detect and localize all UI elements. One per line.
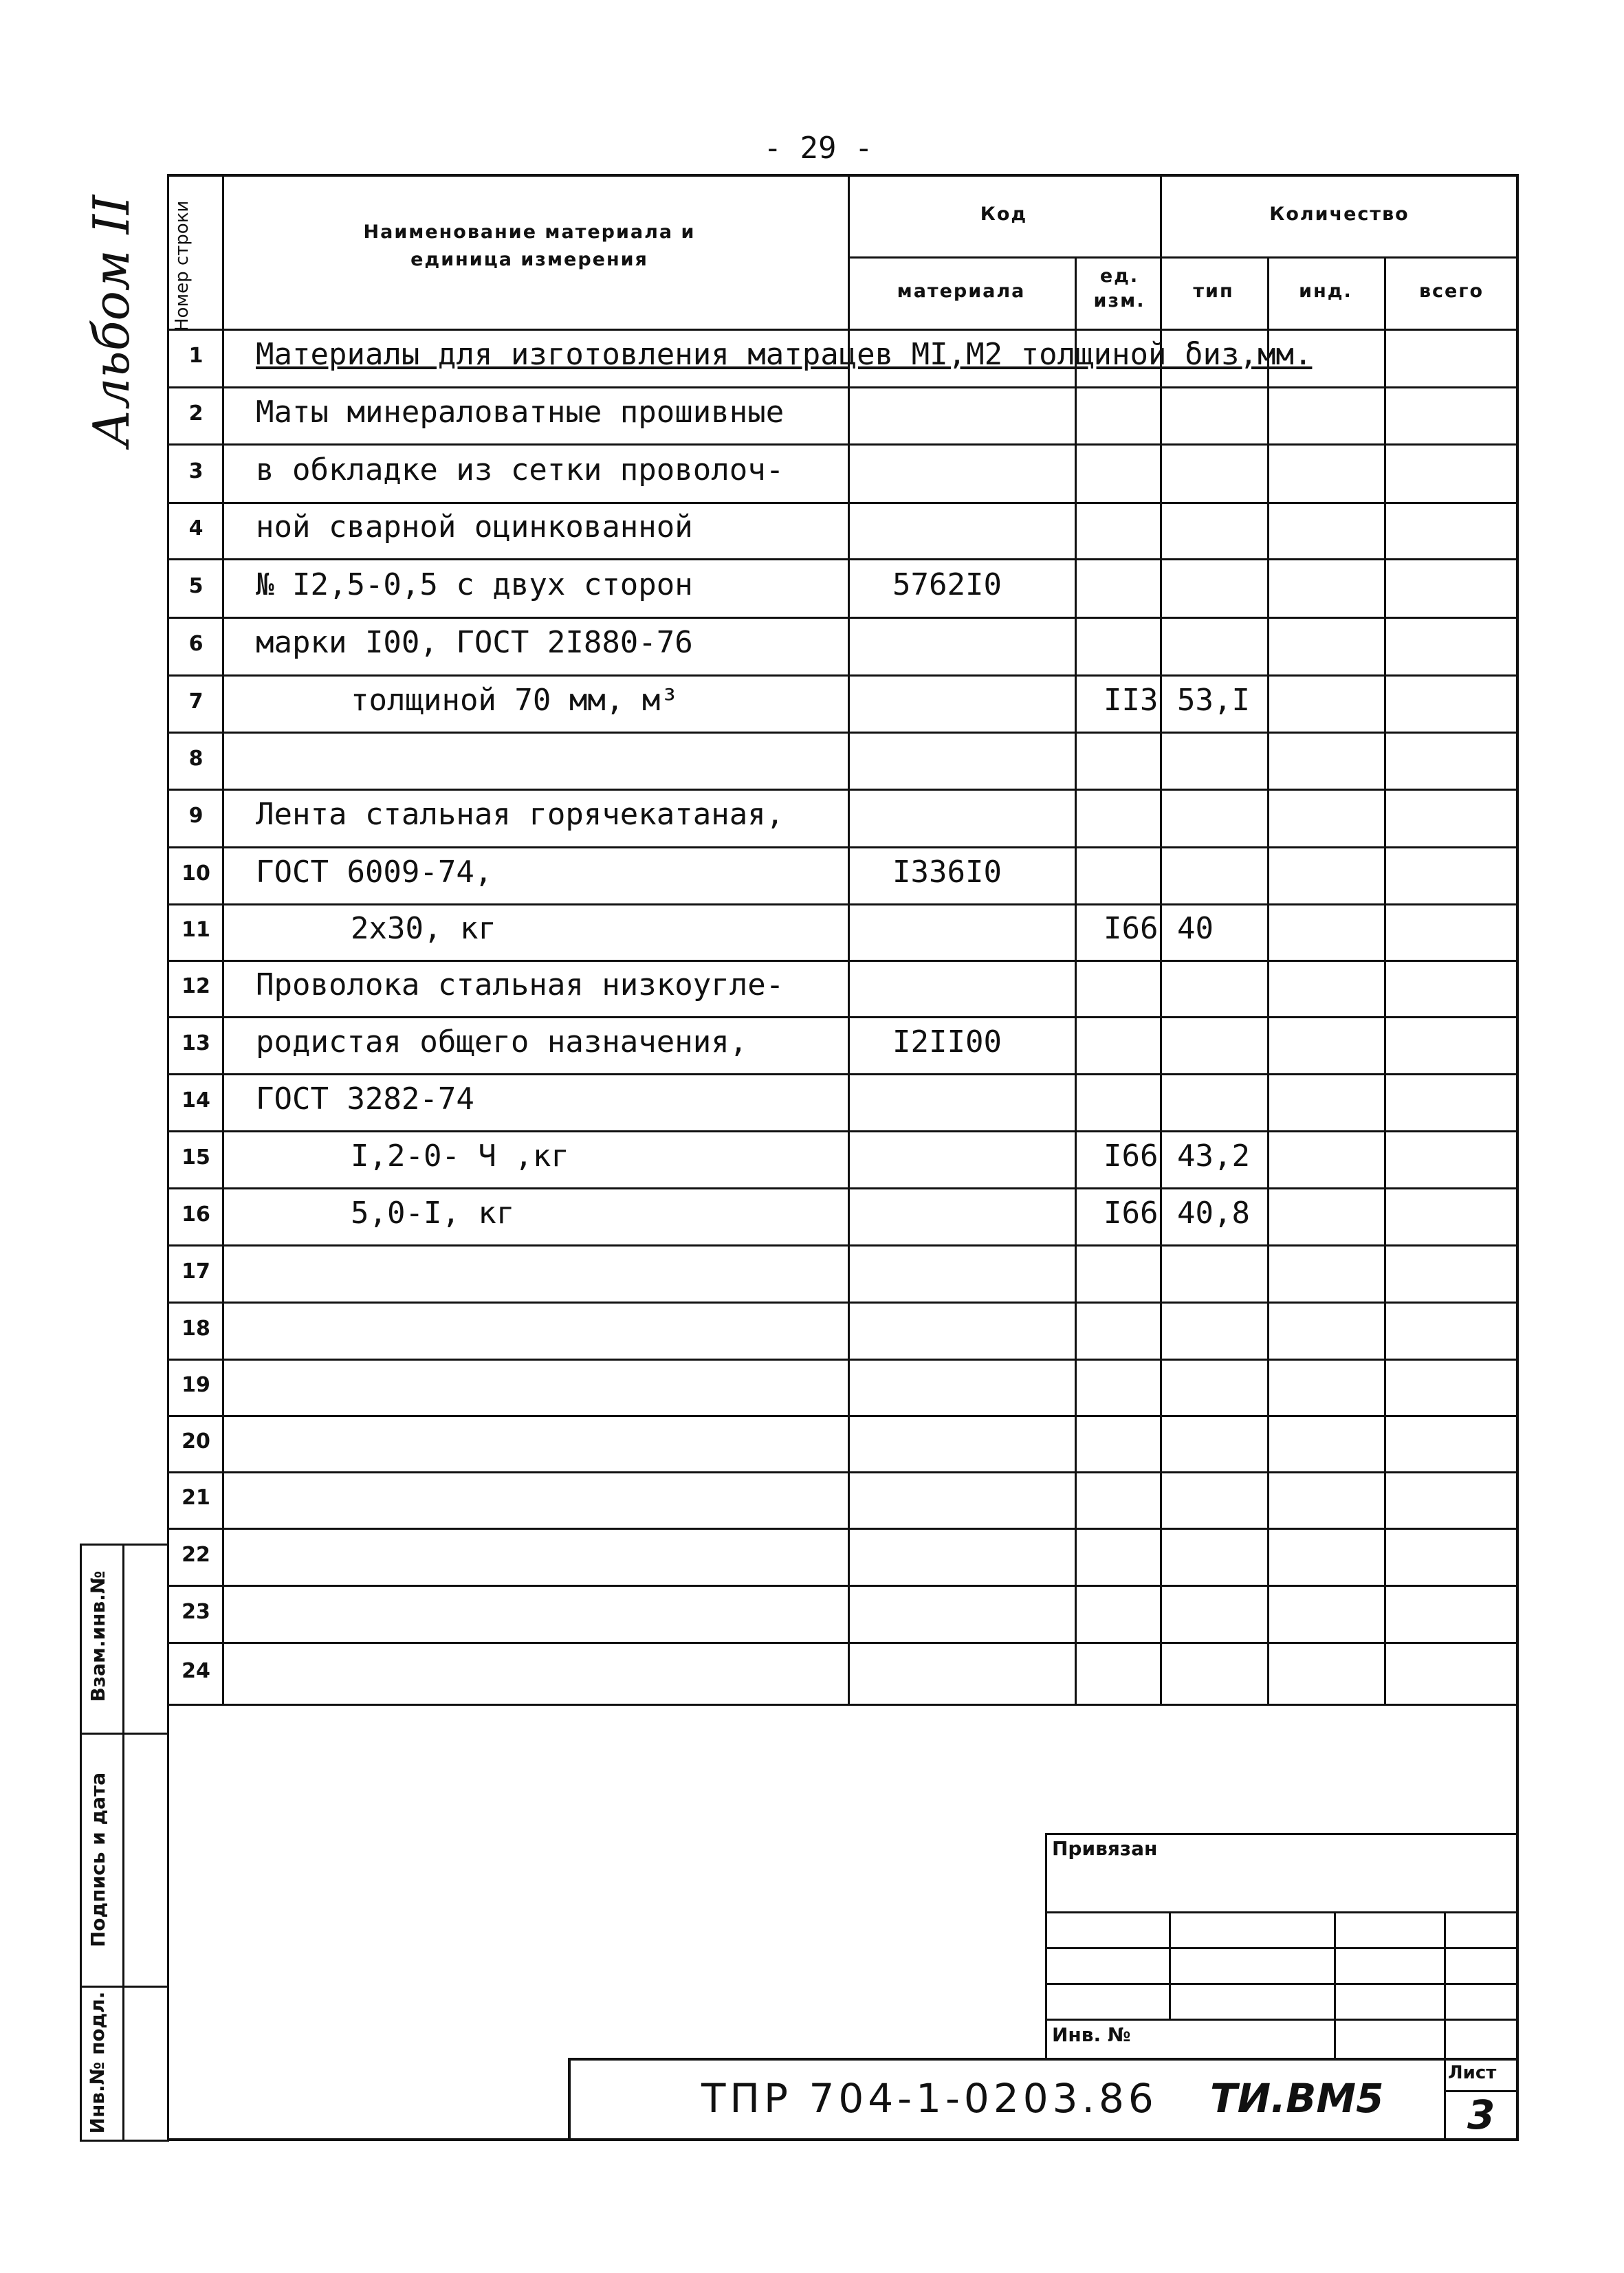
row-unit-code: II3 bbox=[1104, 682, 1159, 718]
row-divider bbox=[167, 1471, 1519, 1473]
header-unit: ед. изм. bbox=[1093, 265, 1145, 311]
grid-line bbox=[1045, 2019, 1519, 2021]
row-number: 18 bbox=[182, 1316, 210, 1341]
row-unit-code: I66 bbox=[1104, 911, 1159, 946]
row-number: 1 bbox=[188, 344, 204, 368]
row-number: 9 bbox=[188, 804, 204, 828]
row-quantity-type: 53,I bbox=[1177, 682, 1250, 718]
inv-no-label: Инв. № bbox=[1052, 2023, 1131, 2046]
row-name: ной сварной оцинкованной bbox=[256, 509, 693, 545]
row-name: 2х30, кг bbox=[351, 911, 496, 946]
grid-line bbox=[1444, 1911, 1446, 2060]
row-divider bbox=[167, 1244, 1519, 1247]
row-divider bbox=[167, 960, 1519, 962]
grid-line bbox=[1045, 1983, 1519, 1985]
row-divider bbox=[167, 732, 1519, 734]
row-number: 12 bbox=[182, 974, 210, 998]
row-name: Лента стальная горячекатаная, bbox=[256, 797, 784, 832]
row-name: Проволока стальная низкоугле- bbox=[256, 967, 784, 1002]
row-number: 8 bbox=[188, 746, 204, 771]
row-name: ГОСТ 3282-74 bbox=[256, 1081, 474, 1117]
row-divider bbox=[167, 1359, 1519, 1361]
row-divider bbox=[167, 1585, 1519, 1587]
row-unit-code: I66 bbox=[1104, 1195, 1159, 1231]
stamp-divider bbox=[80, 1733, 169, 1735]
row-number: 16 bbox=[182, 1202, 210, 1227]
row-divider bbox=[167, 1073, 1519, 1075]
row-name: I,2-0- Ч ,кг bbox=[351, 1138, 569, 1174]
row-name: Маты минераловатные прошивные bbox=[256, 394, 784, 430]
row-quantity-type: 43,2 bbox=[1177, 1138, 1250, 1174]
row-number: 15 bbox=[182, 1145, 210, 1170]
row-material-code: I336I0 bbox=[892, 854, 1002, 890]
row-number: 7 bbox=[188, 689, 204, 714]
row-divider bbox=[167, 1016, 1519, 1018]
col-divider bbox=[1160, 174, 1162, 1706]
header-name: Наименование материала и единица измерения bbox=[363, 221, 696, 270]
row-number: 10 bbox=[182, 861, 210, 886]
grid-line bbox=[1045, 1947, 1519, 1949]
col-divider bbox=[848, 174, 850, 1706]
row-divider bbox=[167, 1187, 1519, 1189]
row-name: толщиной 70 мм, м³ bbox=[351, 682, 679, 718]
stamp-vzam: Взам.инв.№ bbox=[87, 1570, 109, 1702]
row-number: 6 bbox=[188, 632, 204, 656]
col-divider bbox=[1384, 258, 1386, 1706]
grid-line bbox=[1334, 1911, 1336, 2060]
row-name: марки I00, ГОСТ 2I880-76 bbox=[256, 625, 693, 660]
row-number: 2 bbox=[188, 401, 204, 426]
header-bottom bbox=[167, 329, 1519, 331]
header-quantity: Количество bbox=[1269, 204, 1409, 225]
stamp-inv-podl: Инв.№ подл. bbox=[86, 1991, 109, 2134]
row-divider bbox=[167, 443, 1519, 446]
document-suffix: ТИ.ВМ5 bbox=[1210, 2075, 1384, 2122]
sheet-label: Лист bbox=[1448, 2063, 1497, 2083]
col-divider bbox=[1075, 258, 1077, 1706]
row-number: 3 bbox=[188, 459, 204, 483]
header-type: тип bbox=[1193, 281, 1234, 302]
row-name: Материалы для изготовления матрацев МI,М2 толщиной δиз,мм. bbox=[256, 337, 1313, 372]
row-name: № I2,5-0,5 с двух сторон bbox=[256, 567, 693, 602]
row-divider bbox=[167, 903, 1519, 905]
row-divider bbox=[167, 558, 1519, 560]
grid-line bbox=[1169, 1911, 1171, 2019]
row-name: в обкладке из сетки проволоч- bbox=[256, 452, 784, 487]
row-divider bbox=[167, 1528, 1519, 1530]
row-number: 5 bbox=[188, 573, 204, 598]
row-divider bbox=[167, 386, 1519, 388]
row-name: 5,0-I, кг bbox=[351, 1195, 515, 1231]
row-material-code: I2II00 bbox=[892, 1024, 1002, 1059]
privyazan-label: Привязан bbox=[1052, 1837, 1158, 1860]
row-divider bbox=[167, 1302, 1519, 1304]
row-number: 22 bbox=[182, 1542, 210, 1567]
row-number: 14 bbox=[182, 1088, 210, 1112]
grid-line bbox=[1045, 1911, 1519, 1913]
row-divider bbox=[167, 617, 1519, 619]
stamp-divider bbox=[122, 1544, 124, 2142]
header-total: всего bbox=[1418, 281, 1484, 302]
col-divider bbox=[1267, 258, 1269, 1706]
row-name: ГОСТ 6009-74, bbox=[256, 854, 493, 890]
col-divider bbox=[222, 174, 224, 1706]
document-code: ТПР 704-1-0203.86 bbox=[701, 2075, 1158, 2122]
header-material: материала bbox=[897, 281, 1026, 302]
album-label: Альбом II bbox=[83, 195, 140, 447]
grid-line bbox=[1444, 2058, 1446, 2141]
row-number: 21 bbox=[182, 1486, 210, 1510]
header-divider bbox=[848, 256, 1519, 259]
row-divider bbox=[167, 1130, 1519, 1132]
row-number: 4 bbox=[188, 516, 204, 540]
row-number: 19 bbox=[182, 1373, 210, 1397]
row-number: 11 bbox=[182, 918, 210, 942]
row-number: 20 bbox=[182, 1429, 210, 1453]
sheet-number: 3 bbox=[1467, 2091, 1495, 2138]
row-divider bbox=[167, 1642, 1519, 1644]
row-number: 23 bbox=[182, 1599, 210, 1624]
row-number: 24 bbox=[182, 1659, 210, 1683]
header-row-number: Номер строки bbox=[172, 200, 193, 331]
row-number: 17 bbox=[182, 1259, 210, 1284]
row-quantity-type: 40 bbox=[1177, 911, 1214, 946]
row-quantity-type: 40,8 bbox=[1177, 1195, 1250, 1231]
row-unit-code: I66 bbox=[1104, 1138, 1159, 1174]
row-divider bbox=[167, 789, 1519, 791]
row-material-code: 5762I0 bbox=[892, 567, 1002, 602]
row-divider bbox=[167, 502, 1519, 504]
header-code: Код bbox=[980, 204, 1028, 225]
stamp-podpis: Подпись и дата bbox=[87, 1772, 109, 1948]
row-divider bbox=[167, 1415, 1519, 1417]
page-number: - 29 - bbox=[763, 131, 873, 166]
row-divider bbox=[167, 674, 1519, 677]
header-ind: инд. bbox=[1299, 281, 1352, 302]
row-name: родистая общего назначения, bbox=[256, 1024, 748, 1059]
row-divider bbox=[167, 846, 1519, 848]
row-number: 13 bbox=[182, 1031, 210, 1055]
